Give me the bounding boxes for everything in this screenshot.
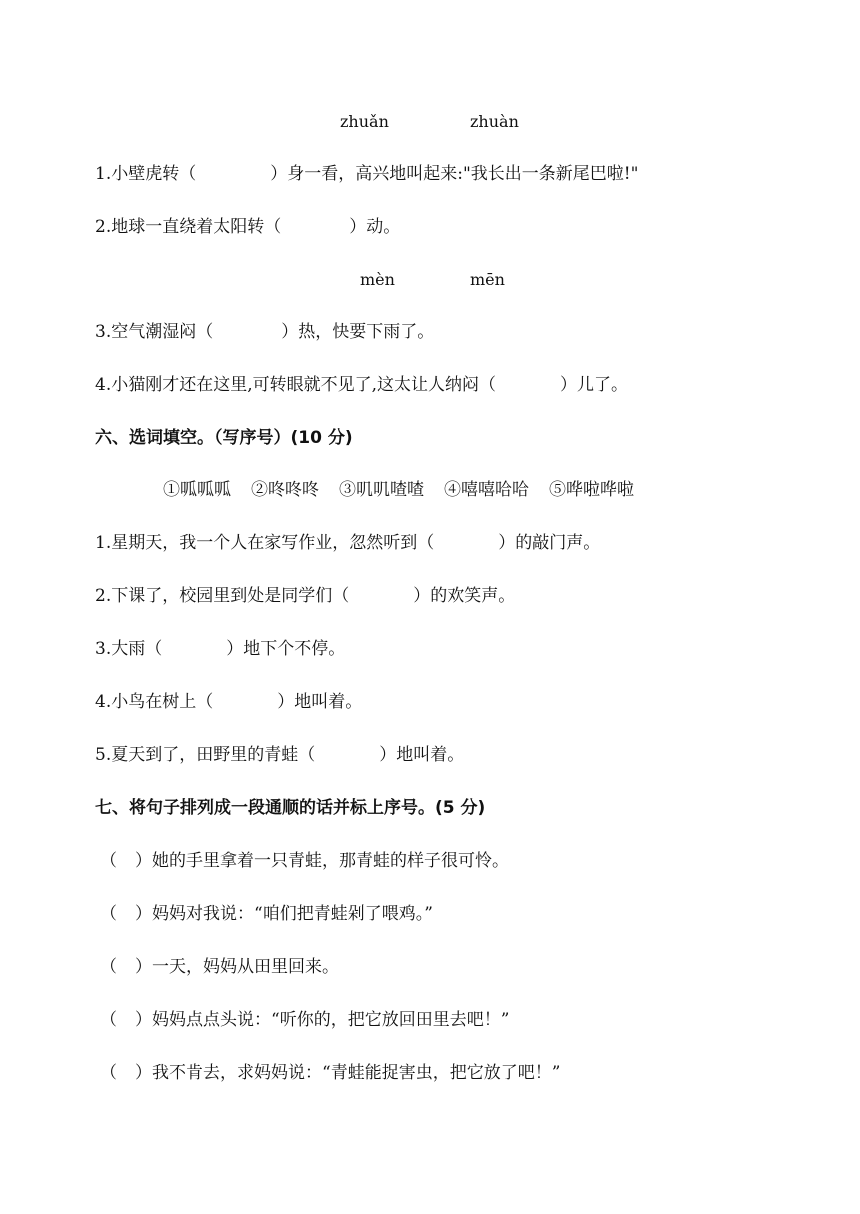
question-5-2 — [95, 219, 400, 236]
question-5-4 — [95, 377, 628, 394]
section-6-title: 六、选词填空。（写序号）(10 分) — [95, 428, 353, 448]
pinyin-zhuan4: zhuàn — [470, 112, 519, 131]
question-text: 2.下课了，校园里到处是同学们（ — [95, 586, 350, 606]
question-text: ）热，快要下雨了。 — [281, 322, 435, 342]
word-option: ④嘻嘻哈哈 — [444, 480, 529, 500]
question-text: 4.小鸟在树上（ — [95, 692, 214, 712]
question-text: 2.地球一直绕着太阳转（ — [95, 217, 282, 237]
word-options — [163, 482, 634, 499]
paren-open: （ — [100, 851, 117, 871]
sentence-order-1 — [100, 853, 509, 870]
question-text: 1.小壁虎转（ — [95, 164, 197, 184]
word-option: ①呱呱呱 — [163, 480, 231, 500]
question-text: ）动。 — [349, 217, 401, 237]
question-text: ）地下个不停。 — [226, 639, 346, 659]
paren-open: （ — [100, 904, 117, 924]
question-text: 5.夏天到了，田野里的青蛙（ — [95, 745, 316, 765]
sentence-order-2 — [100, 906, 433, 923]
sentence-order-3 — [100, 959, 339, 976]
question-text: 1.星期天，我一个人在家写作业，忽然听到（ — [95, 533, 435, 553]
word-option: ⑤哗啦哗啦 — [549, 480, 634, 500]
section-7-title: 七、将句子排列成一段通顺的话并标上序号。(5 分) — [95, 798, 486, 818]
question-text: 3.大雨（ — [95, 639, 163, 659]
pinyin-men1: mēn — [470, 270, 505, 289]
question-text: ）的敲门声。 — [498, 533, 601, 553]
word-option: ②咚咚咚 — [251, 480, 319, 500]
question-text: 3.空气潮湿闷（ — [95, 322, 214, 342]
sentence-order-4 — [100, 1012, 509, 1029]
question-text: ）地叫着。 — [277, 692, 363, 712]
word-option: ③叽叽喳喳 — [339, 480, 424, 500]
sentence-text: ）妈妈对我说：“咱们把青蛙剁了喂鸡。” — [135, 904, 433, 924]
question-6-3 — [95, 641, 345, 658]
question-text: ）的欢笑声。 — [413, 586, 516, 606]
question-6-5 — [95, 747, 464, 764]
pinyin-zhuan3: zhuǎn — [340, 112, 389, 131]
sentence-text: ）一天，妈妈从田里回来。 — [135, 957, 339, 977]
sentence-text: ）妈妈点点头说：“听你的，把它放回田里去吧！” — [135, 1010, 510, 1030]
question-text: ）地叫着。 — [379, 745, 465, 765]
question-5-3 — [95, 324, 434, 341]
question-6-2 — [95, 588, 515, 605]
sentence-order-5 — [100, 1065, 560, 1082]
sentence-text: ）她的手里拿着一只青蛙，那青蛙的样子很可怜。 — [135, 851, 509, 871]
sentence-text: ）我不肯去，求妈妈说：“青蛙能捉害虫，把它放了吧！” — [135, 1063, 561, 1083]
question-6-4 — [95, 694, 362, 711]
pinyin-men4: mèn — [360, 270, 395, 289]
paren-open: （ — [100, 1063, 117, 1083]
question-text: ）身一看，高兴地叫起来:"我长出一条新尾巴啦!" — [270, 164, 639, 184]
question-5-1 — [95, 166, 638, 183]
question-text: ）儿了。 — [560, 375, 629, 395]
question-6-1 — [95, 535, 600, 552]
question-text: 4.小猫刚才还在这里,可转眼就不见了,这太让人纳闷（ — [95, 375, 497, 395]
paren-open: （ — [100, 957, 117, 977]
paren-open: （ — [100, 1010, 117, 1030]
